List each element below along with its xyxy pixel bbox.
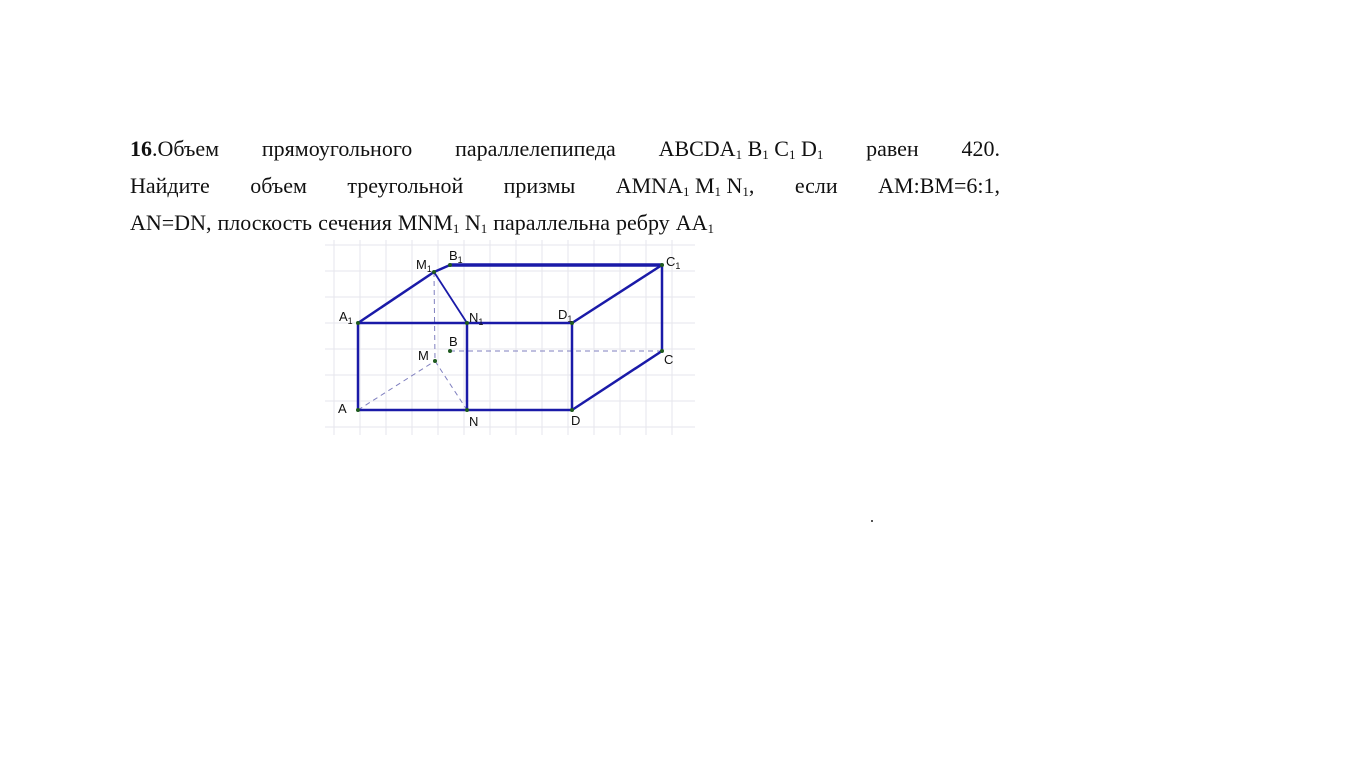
label-N1-letter: N <box>469 310 479 325</box>
label-M1-letter: M <box>416 257 427 272</box>
problem-line-2 <box>130 167 1000 204</box>
section-name <box>398 204 487 241</box>
word: если <box>794 173 838 198</box>
word: параллелепипеда <box>455 136 616 161</box>
label-B1 <box>449 248 463 265</box>
word: прямоугольного <box>261 136 413 161</box>
math-symbol: MNM <box>397 210 453 235</box>
word: равен <box>866 136 919 161</box>
label-N1 <box>469 310 483 327</box>
problem-text <box>130 130 1000 241</box>
vertex-labels <box>338 248 680 429</box>
math-symbol: D <box>800 136 817 161</box>
background-grid <box>325 240 695 435</box>
parallelepiped-drawing <box>325 240 695 435</box>
figure-name <box>659 130 824 167</box>
label-D1 <box>558 307 572 324</box>
edge-MN <box>435 361 467 410</box>
label-B1-subscript: 1 <box>457 255 463 265</box>
edge-AM <box>358 361 435 410</box>
math-symbol: ABCDA <box>658 136 736 161</box>
point-B1 <box>448 263 452 267</box>
word: ребру <box>616 210 670 235</box>
math-symbol: B <box>747 136 763 161</box>
math-symbol: AA <box>675 210 708 235</box>
problem-line-1 <box>130 130 1000 167</box>
point-M <box>433 359 437 363</box>
word: плоскость <box>217 210 313 235</box>
sentence-start <box>130 130 219 167</box>
subscript: 1 <box>762 147 769 162</box>
label-B1-letter: B <box>449 248 458 263</box>
punctuation: , <box>748 173 755 198</box>
word: .Объем <box>152 136 220 161</box>
label-N: N <box>469 414 479 429</box>
label-M1-subscript: 1 <box>426 264 432 274</box>
subscript: 1 <box>480 221 488 236</box>
word: сечения <box>318 210 392 235</box>
label-D: D <box>571 413 581 428</box>
parallelepiped-figure <box>325 240 695 435</box>
point-N <box>465 408 469 412</box>
edge-MM1 <box>434 272 435 361</box>
label-A1-subscript: 1 <box>347 316 353 326</box>
word: треугольной <box>347 173 464 198</box>
edge-name <box>676 204 714 241</box>
subscript: 1 <box>788 147 796 162</box>
problem-line-3 <box>130 204 1000 241</box>
prism-name <box>616 167 755 204</box>
label-M: M <box>418 348 429 363</box>
point-A1 <box>356 321 360 325</box>
label-C1-letter: C <box>666 254 676 269</box>
label-B: B <box>449 334 458 349</box>
math-symbol: N <box>726 173 743 198</box>
label-A1-letter: A <box>339 309 348 324</box>
equality-condition: AN=DN, <box>130 210 212 235</box>
label-C1-subscript: 1 <box>675 261 681 271</box>
edge-D1C1 <box>572 265 662 323</box>
label-D1-letter: D <box>558 307 568 322</box>
label-C1 <box>666 254 680 271</box>
label-A: A <box>338 401 347 416</box>
subscript: 1 <box>682 184 690 199</box>
subscript: 1 <box>707 221 714 236</box>
label-N1-subscript: 1 <box>478 317 484 327</box>
subscript: 1 <box>735 147 743 162</box>
label-A1 <box>339 309 353 326</box>
subscript: 1 <box>816 147 824 162</box>
label-M1 <box>416 257 432 274</box>
word: Найдите <box>130 173 210 198</box>
word: призмы <box>503 173 576 198</box>
math-symbol: C <box>774 136 789 161</box>
stray-mark <box>871 520 873 522</box>
subscript: 1 <box>714 184 722 199</box>
word: объем <box>250 173 307 198</box>
math-symbol: N <box>464 210 481 235</box>
math-symbol: M <box>694 173 715 198</box>
ratio-condition: AM:BM=6:1, <box>878 173 1000 198</box>
point-B <box>448 349 452 353</box>
label-C: C <box>664 352 674 367</box>
subscript: 1 <box>452 221 460 236</box>
volume-value: 420. <box>961 136 1000 161</box>
visible-edges <box>358 265 662 410</box>
point-C1 <box>660 263 664 267</box>
subscript: 1 <box>742 184 749 199</box>
problem-number: 16 <box>130 136 152 161</box>
vertex-points <box>356 263 664 412</box>
point-M1 <box>432 270 436 274</box>
math-symbol: AMNA <box>615 173 683 198</box>
word: параллельна <box>493 210 611 235</box>
point-D <box>570 408 574 412</box>
label-D1-subscript: 1 <box>567 314 573 324</box>
point-A <box>356 408 360 412</box>
